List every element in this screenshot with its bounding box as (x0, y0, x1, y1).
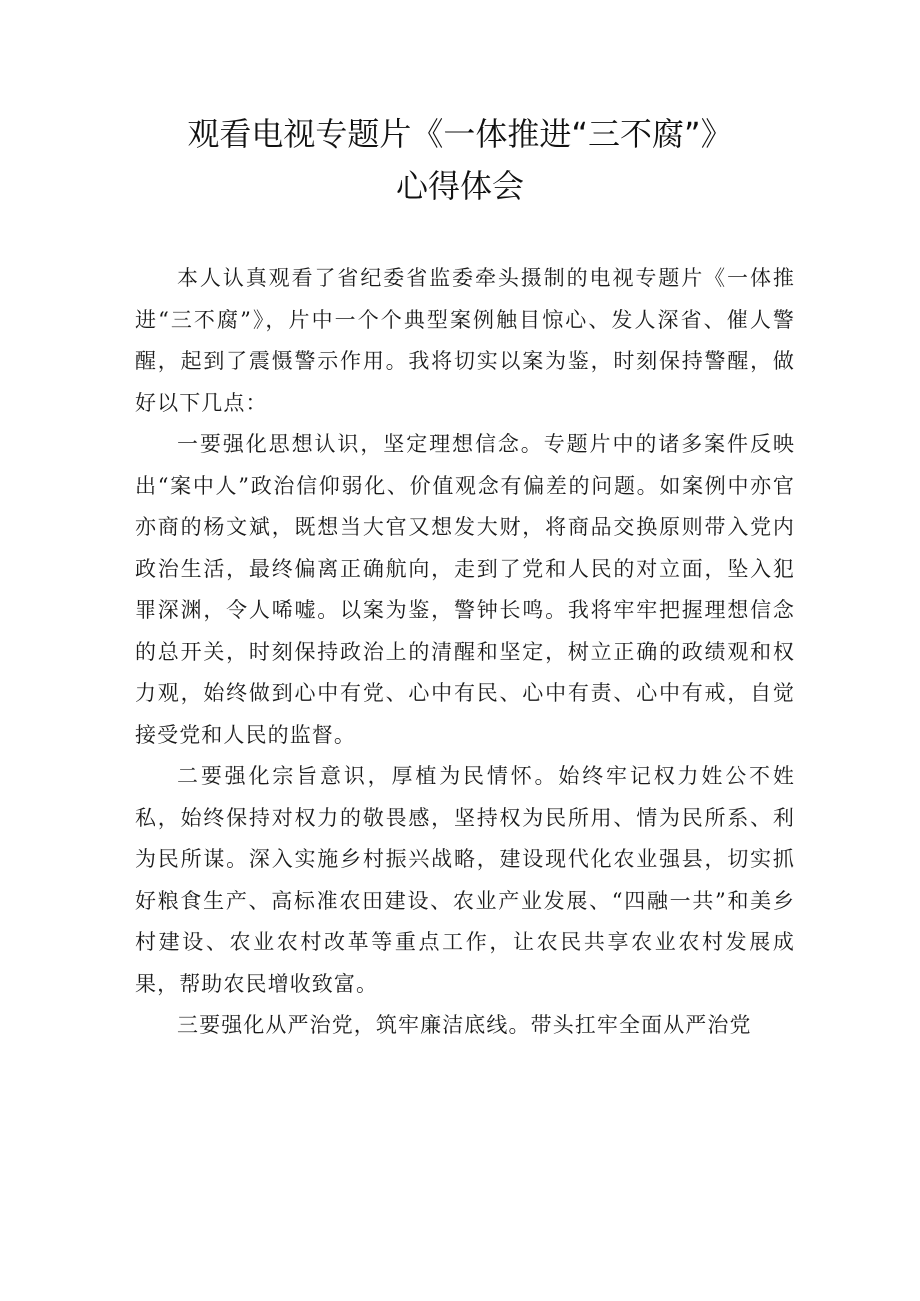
paragraph-point-3: 三要强化从严治党，筑牢廉洁底线。带头扛牢全面从严治党 (177, 1013, 752, 1037)
document-title (0, 108, 920, 212)
title-line-1: 观看电视专题片《一体推进“三不腐”》 (187, 115, 733, 153)
paragraph-point-2: 二要强化宗旨意识，厚植为民情怀。始终牢记权力姓公不姓私，始终保持对权力的敬畏感，坚持权为民所用、情为民所系、利为民所谋。深入实施乡村振兴战略，建设现代化农业强县，切实抓好粮食生产、高标准农田建设、农业产业发展、“四融一共”和美乡村建设、农业农村改革等重点工作，让农民共享农业农村发展成果，帮助农民增收致富。 (135, 764, 795, 996)
document-body (135, 258, 795, 1047)
paragraph-intro: 本人认真观看了省纪委省监委牵头摄制的电视专题片《一体推进“三不腐”》，片中一个个典型案例触目惊心、发人深省、催人警醒，起到了震慑警示作用。我将切实以案为鉴，时刻保持警醒，做好以下几点： (135, 266, 795, 415)
title-line-2: 心得体会 (395, 167, 524, 205)
paragraph-point-1: 一要强化思想认识，坚定理想信念。专题片中的诸多案件反映出“案中人”政治信仰弱化、价值观念有偏差的问题。如案例中亦官亦商的杨文斌，既想当大官又想发大财，将商品交换原则带入党内政治生活，最终偏离正确航向，走到了党和人民的对立面，坠入犯罪深渊，令人唏嘘。以案为鉴，警钟长鸣。我将牢牢把握理想信念的总开关，时刻保持政治上的清醒和坚定，树立正确的政绩观和权力观，始终做到心中有党、心中有民、心中有责、心中有戒，自觉接受党和人民的监督。 (135, 432, 795, 747)
